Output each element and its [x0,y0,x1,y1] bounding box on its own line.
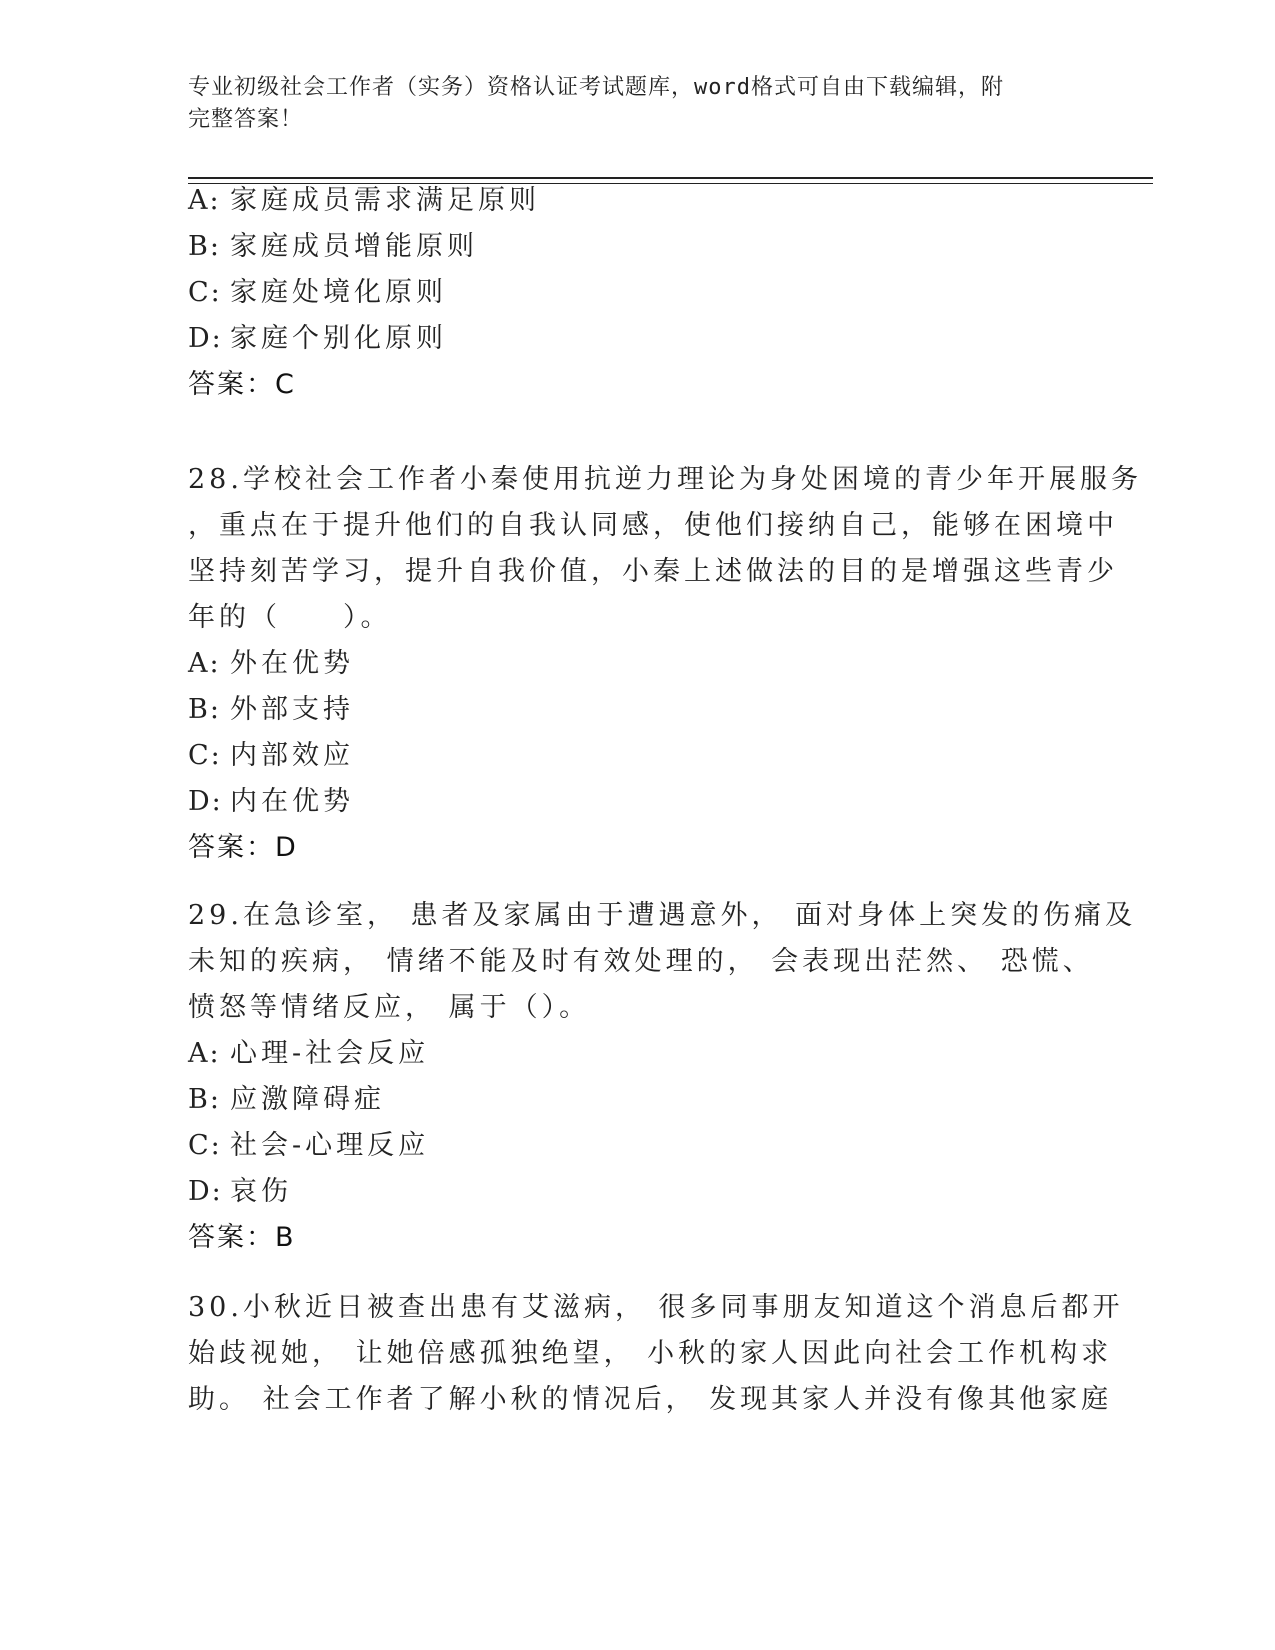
option-text: 外部支持 [230,694,354,725]
option-key: C: [188,740,222,771]
option-key: B: [188,231,221,262]
option-a [188,1031,1068,1077]
option-text: 家庭成员增能原则 [230,231,478,262]
question-27-options [188,178,1068,408]
option-c [188,733,1068,779]
option-a [188,178,1068,224]
answer-label: 答案：D [188,832,298,863]
question-text-line: 助。 社会工作者了解小秋的情况后， 发现其家人并没有像其他家庭 [188,1384,1113,1415]
option-text: 哀伤 [230,1176,292,1207]
answer-label: 答案：B [188,1222,296,1253]
option-key: A: [188,1038,221,1069]
option-text: 内部效应 [230,740,354,771]
question-text-line: ，重点在于提升他们的自我认同感，使他们接纳自己，能够在困境中 [188,510,1118,541]
question-29 [188,893,1137,1261]
question-30 [188,1285,1124,1423]
question-text-line: 28.学校社会工作者小秦使用抗逆力理论为身处困境的青少年开展服务 [188,464,1142,495]
question-28 [188,457,1142,871]
option-key: B: [188,694,221,725]
document-header [188,72,1068,136]
option-c [188,270,1068,316]
question-text-line: 坚持刻苦学习，提升自我价值，小秦上述做法的目的是增强这些青少 [188,556,1118,587]
option-text: 应激障碍症 [230,1084,385,1115]
option-text: 家庭处境化原则 [230,277,447,308]
question-text-line: 未知的疾病， 情绪不能及时有效处理的， 会表现出茫然、 恐慌、 [188,946,1094,977]
answer-label: 答案：C [188,369,296,400]
option-key: C: [188,1130,222,1161]
option-c [188,1123,1068,1169]
option-text: 外在优势 [230,648,354,679]
question-text-line: 30.小秋近日被查出患有艾滋病， 很多同事朋友知道这个消息后都开 [188,1292,1124,1323]
option-key: D: [188,1176,223,1207]
question-text-line: 29.在急诊室， 患者及家属由于遭遇意外， 面对身体上突发的伤痛及 [188,900,1137,931]
option-key: A: [188,648,221,679]
option-key: C: [188,277,222,308]
option-d [188,1169,1068,1215]
option-b [188,1077,1068,1123]
option-b [188,687,1068,733]
option-b [188,224,1068,270]
option-key: B: [188,1084,221,1115]
option-key: D: [188,786,223,817]
header-line-1: 专业初级社会工作者（实务）资格认证考试题库，word格式可自由下载编辑，附 [188,75,1004,100]
option-text: 家庭成员需求满足原则 [230,185,540,216]
option-text: 心理-社会反应 [230,1038,430,1069]
option-a [188,641,1068,687]
question-text-line: 年的（ ）。 [188,602,392,633]
option-text: 内在优势 [230,786,354,817]
header-line-2: 完整答案！ [188,107,304,132]
option-d [188,316,1068,362]
option-key: D: [188,323,223,354]
question-text-line: 愤怒等情绪反应， 属于（）。 [188,992,591,1023]
option-text: 社会-心理反应 [230,1130,430,1161]
question-text-line: 始歧视她， 让她倍感孤独绝望， 小秋的家人因此向社会工作机构求 [188,1338,1113,1369]
option-key: A: [188,185,221,216]
option-text: 家庭个别化原则 [230,323,447,354]
option-d [188,779,1068,825]
